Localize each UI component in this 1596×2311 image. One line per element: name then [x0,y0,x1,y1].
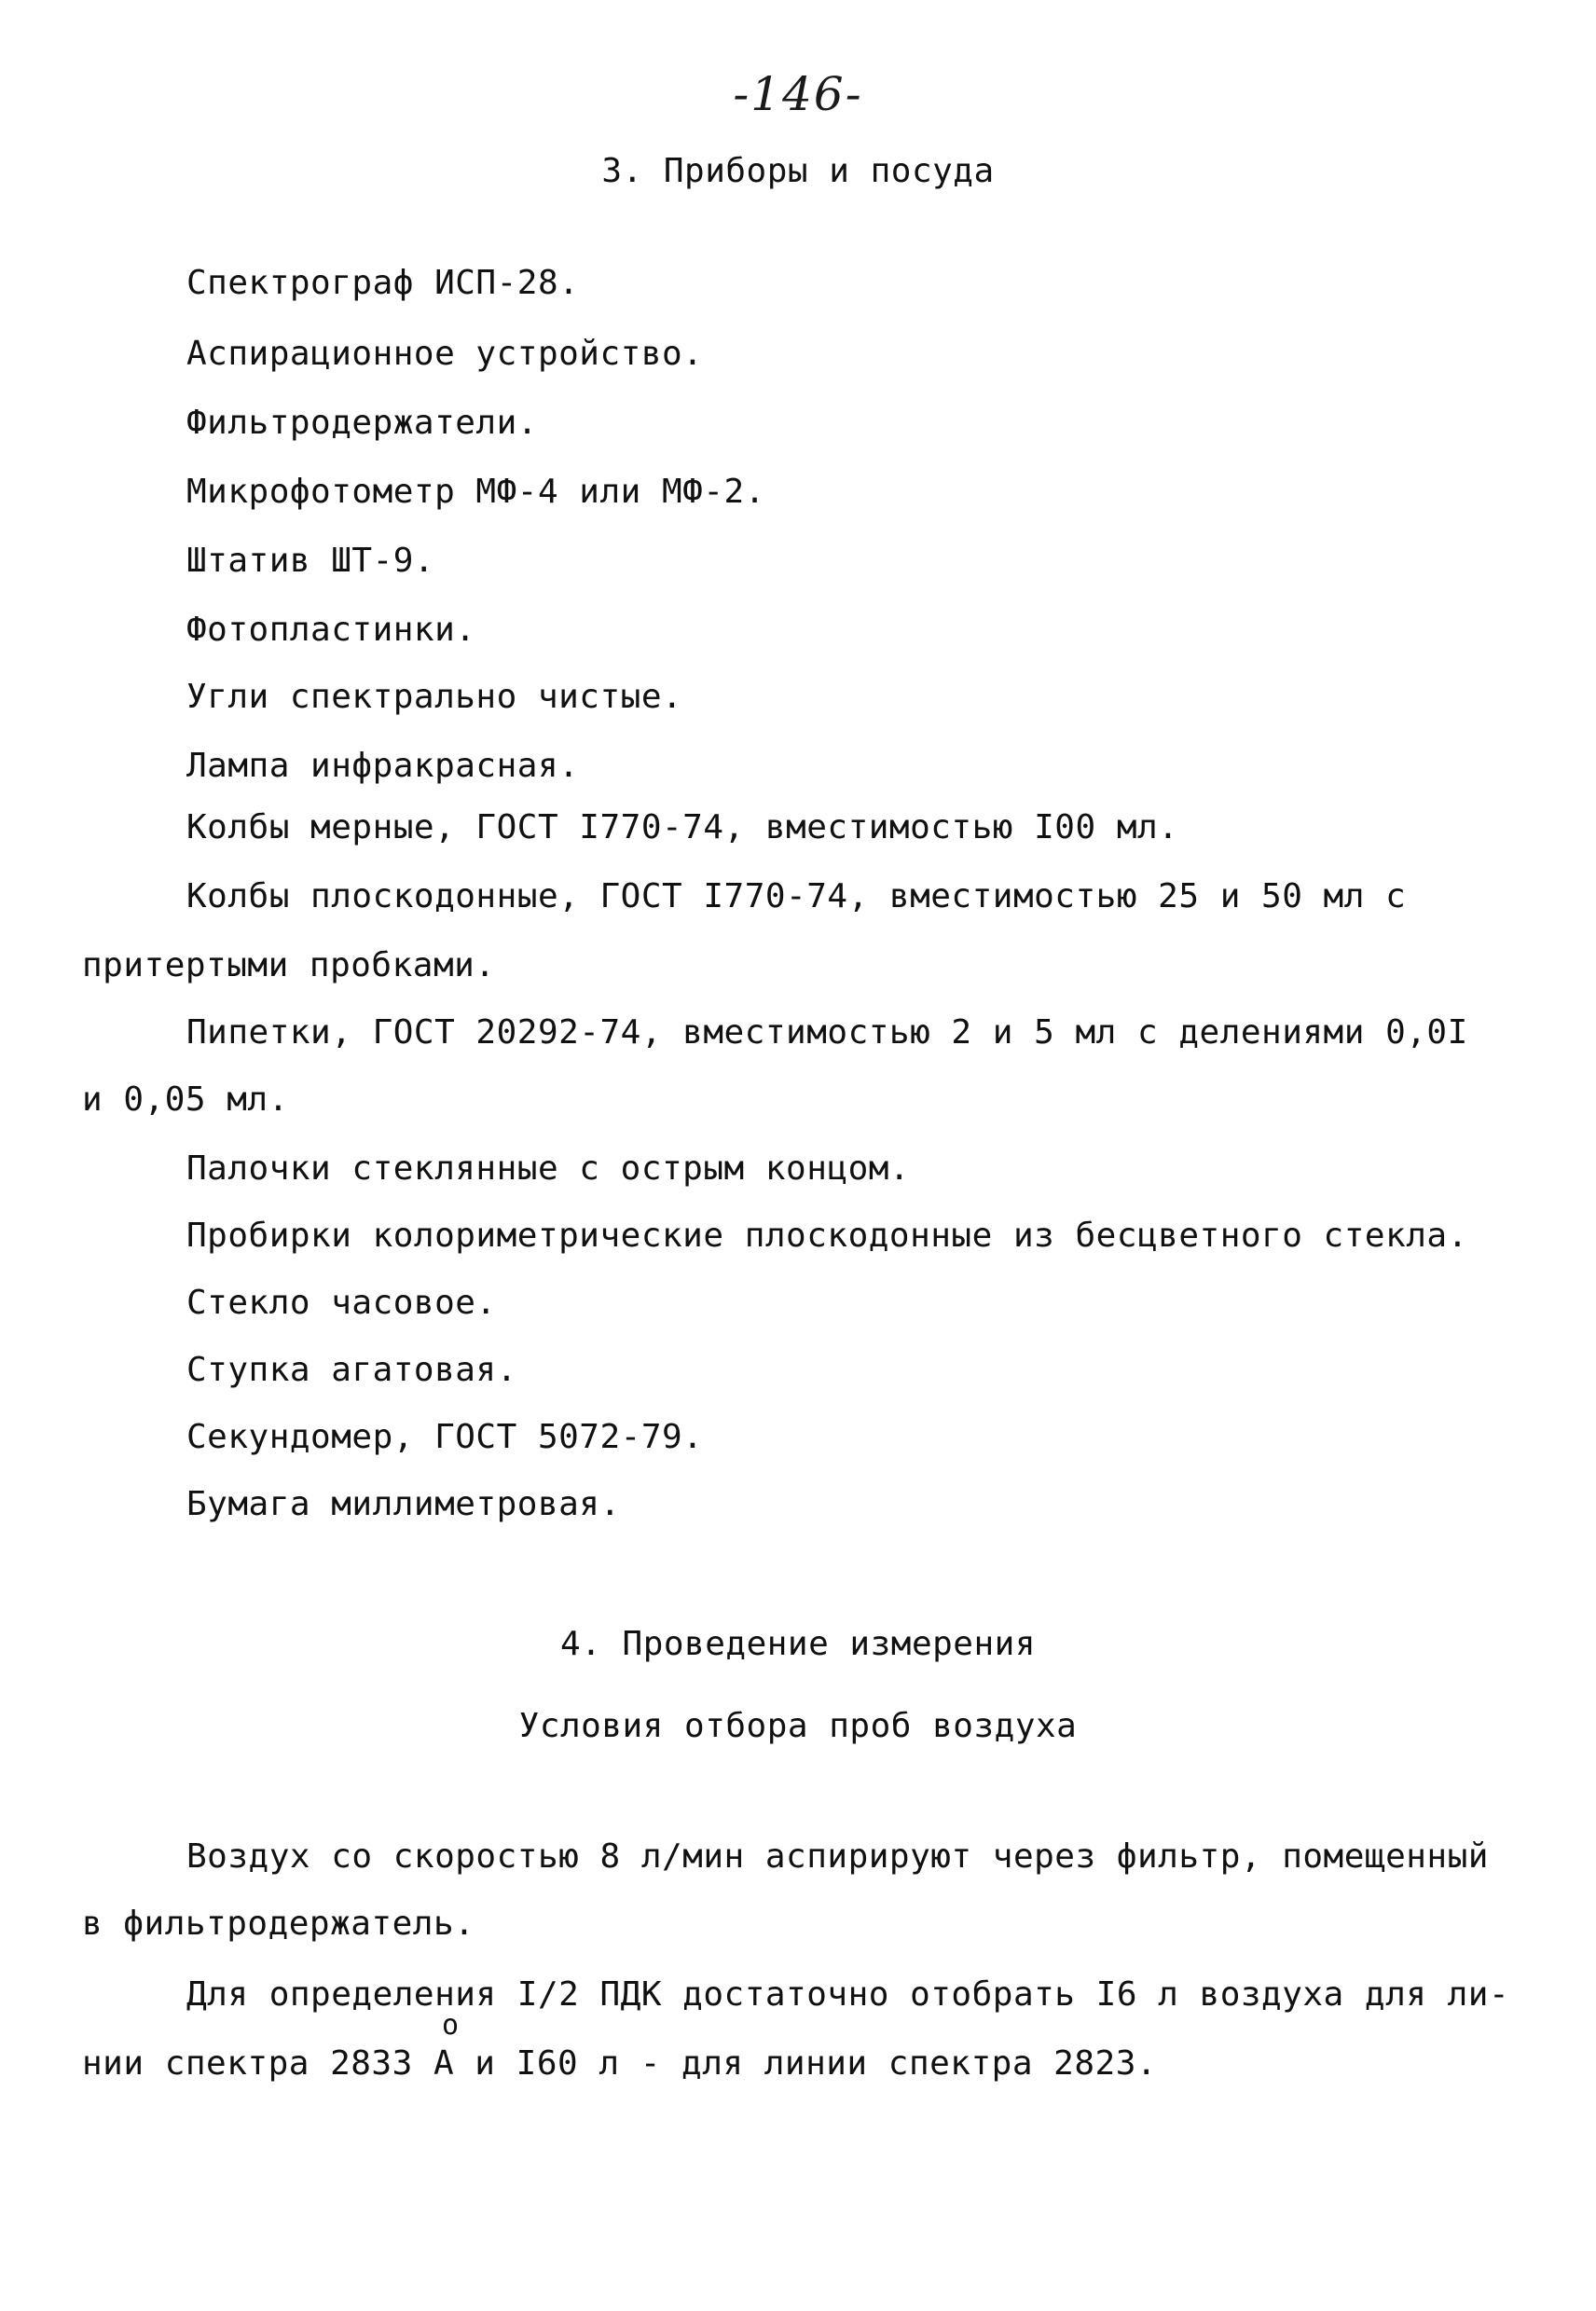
equipment-item: Колбы мерные, ГОСТ I770-74, вместимостью I00 мл. [186,808,1179,846]
equipment-item: Микрофотометр МФ-4 или МФ-2. [186,473,765,511]
equipment-item: Секундомер, ГОСТ 5072-79. [186,1418,704,1456]
equipment-item: Бумага миллиметровая. [186,1485,621,1523]
paragraph-line: в фильтродержатель. [82,1905,475,1943]
equipment-item: Фотопластинки. [186,611,476,649]
equipment-item: Ступка агатовая. [186,1351,517,1389]
equipment-item: Палочки стеклянные с острым концом. [186,1149,911,1188]
paragraph-line: Для определения I/2 ПДК достаточно отобрать I6 л воздуха для ли- [186,1975,1510,2014]
section-3-heading: 3. Приборы и посуда [601,152,995,190]
equipment-item: Аспирационное устройство. [186,335,704,373]
paragraph-line: Воздух со скоростью 8 л/мин аспирируют через фильтр, помещенный [186,1837,1489,1876]
equipment-item: Лампа инфракрасная. [186,747,580,785]
paragraph-line: нии спектра 2833 А и I60 л - для линии спектра 2823. [82,2044,1158,2083]
equipment-item-flat-flasks-continuation: притертыми пробками. [82,946,496,984]
equipment-item-flat-flasks: Колбы плоскодонные, ГОСТ I770-74, вместимостью 25 и 50 мл с [186,877,1407,915]
equipment-item-pipettes: Пипетки, ГОСТ 20292-74, вместимостью 2 и 5 мл с делениями 0,0I [186,1013,1468,1052]
equipment-item: Пробирки колориметрические плоскодонные из бесцветного стекла. [186,1217,1468,1255]
equipment-item-pipettes-continuation: и 0,05 мл. [82,1080,289,1119]
page-number: -146- [733,67,863,121]
equipment-item: Фильтродержатели. [186,404,538,442]
equipment-item: Стекло часовое. [186,1284,497,1322]
angstrom-ring-mark: о [442,2009,460,2042]
section-4-heading: 4. Проведение измерения [560,1625,1036,1663]
equipment-item: Угли спектрально чистые. [186,678,683,716]
equipment-item: Штатив ШТ-9. [186,542,435,580]
equipment-item: Спектрограф ИСП-28. [186,264,580,302]
section-4-subheading: Условия отбора проб воздуха [518,1707,1078,1745]
